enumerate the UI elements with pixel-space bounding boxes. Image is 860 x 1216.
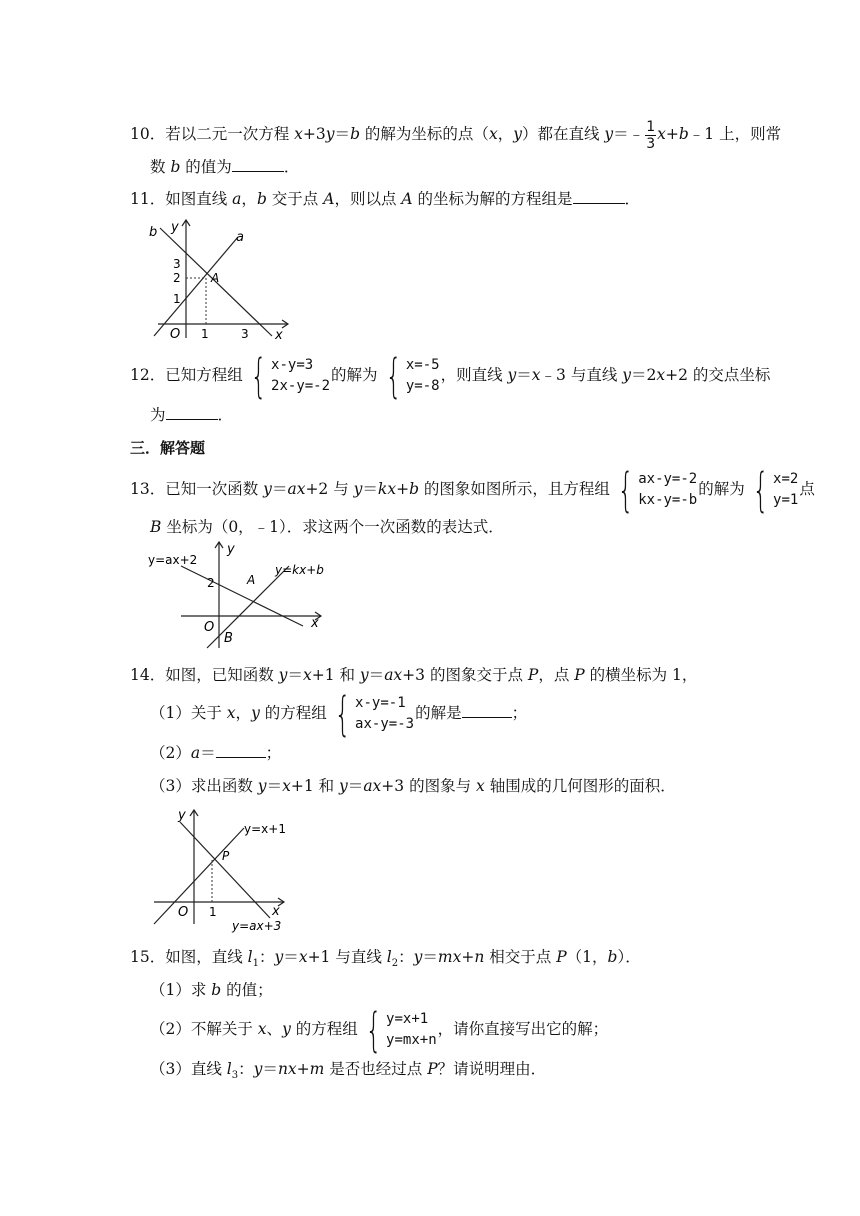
label-b: b bbox=[149, 225, 158, 240]
q14-graph bbox=[148, 802, 298, 936]
label-x: x bbox=[275, 328, 283, 343]
q14-part1: （1）关于 x，y 的方程组 { x-y=-1 ax-y=-3 的解是 ； bbox=[150, 687, 528, 741]
equation-system: { ax-y=-2 kx-y=-b bbox=[617, 463, 698, 517]
label-x: x bbox=[272, 904, 280, 919]
q10-line2: 数 b 的值为 ． bbox=[150, 158, 300, 176]
label-A: A bbox=[247, 573, 256, 587]
q15-part3: （3）直线 $l_3$：y＝nx+m 是否也经过点 P？请说明理由． bbox=[150, 1060, 547, 1082]
label-O: O bbox=[178, 905, 189, 920]
answer-blank[interactable] bbox=[166, 405, 218, 420]
solution-system: { x=2 y=1 bbox=[752, 463, 799, 517]
label-x: x bbox=[311, 616, 319, 631]
label-y: y bbox=[227, 542, 235, 557]
tick-1-x: 1 bbox=[201, 327, 209, 341]
q15-part1: （1）求 b 的值； bbox=[150, 981, 273, 999]
q10-line1: 10．若以二元一次方程 x+3y＝b 的解为坐标的点（x，y）都在直线 y＝﹣ $\frac{1}{3}$ x+b﹣1 上，则常 bbox=[130, 118, 782, 152]
q13-line1: 13．已知一次函数 y＝ax+2 与 y＝kx+b 的图象如图所示，且方程组 { ax-y=-2 kx-y=-b 的解为 { x=2 y=1 点 bbox=[130, 463, 815, 517]
q12-number: 12． bbox=[130, 366, 166, 384]
tick-1-x: 1 bbox=[209, 905, 217, 919]
equation-system: { x-y=-1 ax-y=-3 bbox=[334, 687, 415, 741]
section-heading: 三．解答题 bbox=[130, 439, 206, 457]
q11-number: 11． bbox=[130, 190, 166, 208]
answer-blank[interactable] bbox=[216, 743, 266, 758]
q14-part3: （3）求出函数 y＝x+1 和 y＝ax+3 的图象与 x 轴围成的几何图形的面积． bbox=[150, 777, 676, 795]
label-A: A bbox=[211, 271, 220, 285]
tick-3-x: 3 bbox=[241, 327, 249, 341]
q12-line2: 为 ． bbox=[150, 406, 234, 424]
label-ax-plus-2: y=ax+2 bbox=[148, 553, 198, 567]
tick-1-y: 1 bbox=[173, 292, 181, 306]
answer-blank[interactable] bbox=[462, 703, 512, 718]
q11-line1: 11．如图直线 a，b 交于点 A，则以点 A 的坐标为解的方程组是 ． bbox=[130, 190, 641, 208]
equation-system: { x-y=3 2x-y=-2 bbox=[250, 349, 331, 403]
tick-3-y: 3 bbox=[173, 257, 181, 271]
label-B: B bbox=[224, 631, 233, 646]
q13-number: 13． bbox=[130, 480, 166, 498]
q14-part2: （2）a＝ ； bbox=[150, 744, 282, 762]
q12-line1: 12．已知方程组 { x-y=3 2x-y=-2 的解为 { x=-5 y=-8 ，则直线 y＝x﹣3 与直线 y＝2x+2 的交点坐标 bbox=[130, 349, 771, 403]
q10-number: 10． bbox=[130, 125, 166, 143]
equation-system: { y=x+1 y=mx+n bbox=[365, 1003, 437, 1057]
q14-number: 14． bbox=[130, 666, 166, 684]
q14-line1: 14．如图，已知函数 y＝x+1 和 y＝ax+3 的图象交于点 P，点 P 的横坐标为 1， bbox=[130, 666, 698, 684]
q15-part2: （2）不解关于 x、y 的方程组 { y=x+1 y=mx+n ，请你直接写出它的解； bbox=[150, 1003, 609, 1057]
q13-line2: B 坐标为（0，﹣1）．求这两个一次函数的表达式． bbox=[150, 518, 504, 536]
tick-2: 2 bbox=[207, 576, 215, 590]
tick-2-y: 2 bbox=[173, 271, 181, 285]
answer-blank[interactable] bbox=[573, 189, 625, 204]
q13-graph bbox=[145, 536, 335, 652]
label-a: a bbox=[236, 230, 244, 245]
label-P: P bbox=[222, 849, 230, 863]
label-y: y bbox=[171, 220, 179, 235]
q15-number: 15． bbox=[130, 948, 166, 966]
label-x-plus-1: y=x+1 bbox=[244, 822, 286, 836]
label-O: O bbox=[204, 620, 215, 635]
label-ax-plus-3: y=ax+3 bbox=[232, 919, 282, 933]
answer-blank[interactable] bbox=[232, 157, 284, 172]
fraction-one-third: $\frac{1}{3}$ bbox=[646, 118, 656, 152]
q15-line1: 15．如图，直线 $l_1$：y＝x+1 与直线 $l_2$：y＝mx+n 相交于点 P（1，b）． bbox=[130, 948, 641, 970]
label-O: O bbox=[170, 327, 181, 342]
q11-graph bbox=[140, 212, 300, 344]
label-y: y bbox=[178, 808, 186, 823]
line-a bbox=[154, 237, 238, 336]
label-kx-plus-b: y=kx+b bbox=[275, 563, 324, 577]
solution-system: { x=-5 y=-8 bbox=[385, 349, 440, 403]
